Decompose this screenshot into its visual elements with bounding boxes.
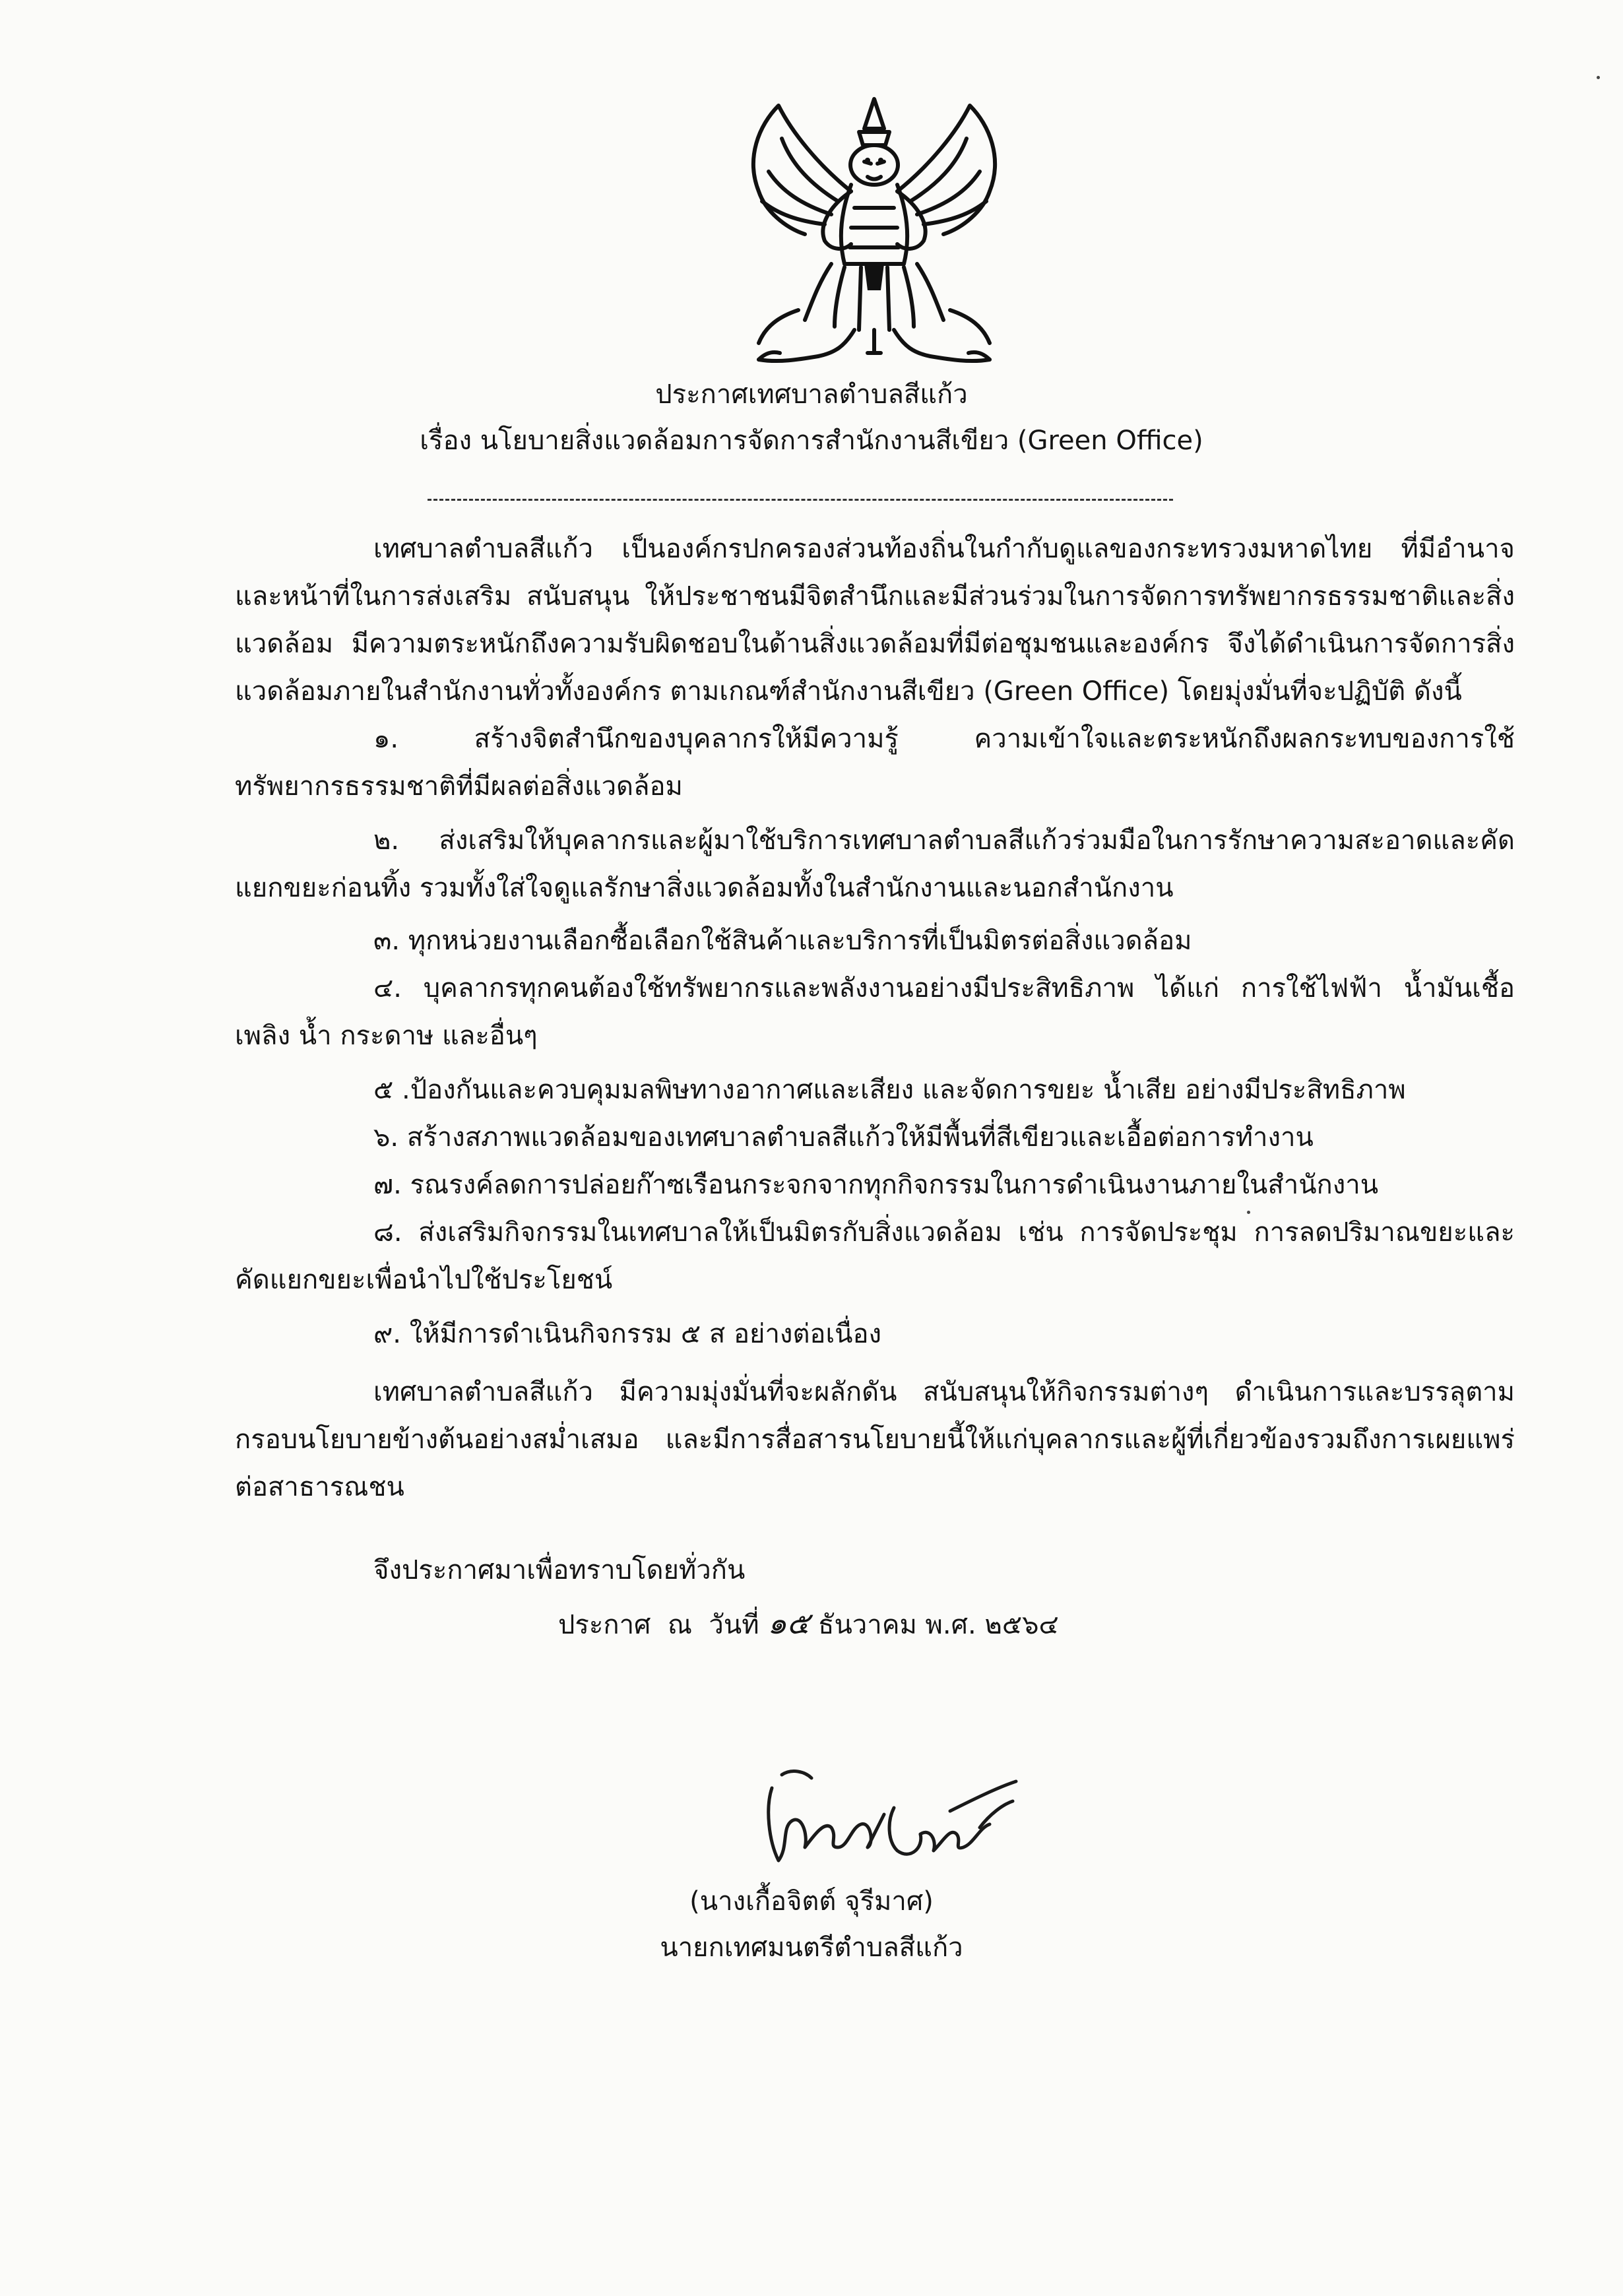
handwritten-day: ๑๕ bbox=[767, 1605, 810, 1641]
signer-name: (นางเกื้อจิตต์ จุรีมาศ) bbox=[689, 1886, 934, 1917]
policy-item-1: ๑. สร้างจิตสำนึกของบุคลากรให้มีความรู้ ความเข้าใจและตระหนักถึงผลกระทบของการใช้ทรัพยากรธรรมชาติที่มีผลต่อสิ่งแวดล้อม bbox=[235, 724, 1515, 802]
notification-line: จึงประกาศมาเพื่อทราบโดยทั่วกัน bbox=[373, 1555, 746, 1585]
handwritten-signature bbox=[752, 1748, 1029, 1880]
policy-item-7: ๗. รณรงค์ลดการปล่อยก๊าซเรือนกระจกจากทุกกิจกรรมในการดำเนินงานภายในสำนักงาน bbox=[373, 1170, 1379, 1200]
announcement-subject: เรื่อง นโยบายสิ่งแวดล้อมการจัดการสำนักงานสีเขียว (Green Office) bbox=[420, 426, 1203, 456]
policy-item-5: ๕ .ป้องกันและควบคุมมลพิษทางอากาศและเสียง และจัดการขยะ น้ำเสีย อย่างมีประสิทธิภาพ bbox=[373, 1075, 1406, 1105]
date-suffix: ธันวาคม พ.ศ. ๒๕๖๔ bbox=[810, 1610, 1059, 1640]
scan-speck bbox=[1247, 1211, 1250, 1214]
announcement-date bbox=[558, 1599, 1059, 1649]
policy-item-6: ๖. สร้างสภาพแวดล้อมของเทศบาลตำบลสีแก้วให้มีพื้นที่สีเขียวและเอื้อต่อการทำงาน bbox=[373, 1122, 1314, 1153]
garuda-emblem-icon bbox=[719, 92, 1029, 369]
policy-item-9: ๙. ให้มีการดำเนินกิจกรรม ๕ ส อย่างต่อเนื่อง bbox=[373, 1319, 882, 1349]
policy-item-4: ๔. บุคลากรทุกคนต้องใช้ทรัพยากรและพลังงานอย่างมีประสิทธิภาพ ได้แก่ การใช้ไฟฟ้า น้ำมันเชื้อเพลิง น้ำ กระดาษ และอื่นๆ bbox=[235, 973, 1515, 1051]
signer-position: นายกเทศมนตรีตำบลสีแก้ว bbox=[660, 1932, 963, 1963]
policy-item-3: ๓. ทุกหน่วยงานเลือกซื้อเลือกใช้สินค้าและบริการที่เป็นมิตรต่อสิ่งแวดล้อม bbox=[373, 926, 1192, 956]
intro-paragraph: เทศบาลตำบลสีแก้ว เป็นองค์กรปกครองส่วนท้องถิ่นในกำกับดูแลของกระทรวงมหาดไทย ที่มีอำนาจและหน้าที่ในการส่งเสริม สนับสนุน ให้ประชาชนมีจิตสำนึกและมีส่วนร่วมในการจัดการทรัพยากรธรรมชาติและสิ่งแวดล้อม มีความตระหนักถึงความรับผิดชอบในด้านสิ่งแวดล้อมที่มีต่อชุมชนและองค์กร จึงได้ดำเนินการจัดการสิ่งแวดล้อมภายในสำนักงานทั่วทั้งองค์กร ตามเกณฑ์สำนักงานสีเขียว (Green Office) โดยมุ่งมั่นที่จะปฏิบัติ ดังนี้ bbox=[235, 534, 1515, 707]
divider-line bbox=[428, 499, 1173, 501]
policy-item-8: ๘. ส่งเสริมกิจกรรมในเทศบาลให้เป็นมิตรกับสิ่งแวดล้อม เช่น การจัดประชุม การลดปริมาณขยะและคัดแยกขยะเพื่อนำไปใช้ประโยชน์ bbox=[235, 1217, 1515, 1295]
date-prefix: ประกาศ ณ วันที่ bbox=[558, 1610, 768, 1640]
announcement-title: ประกาศเทศบาลตำบลสีแก้ว bbox=[655, 379, 968, 410]
scan-speck bbox=[1597, 76, 1600, 79]
policy-item-2: ๒. ส่งเสริมให้บุคลากรและผู้มาใช้บริการเทศบาลตำบลสีแก้วร่วมมือในการรักษาความสะอาดและคัดแยกขยะก่อนทิ้ง รวมทั้งใส่ใจดูแลรักษาสิ่งแวดล้อมทั้งในสำนักงานและนอกสำนักงาน bbox=[235, 825, 1515, 903]
closing-paragraph: เทศบาลตำบลสีแก้ว มีความมุ่งมั่นที่จะผลักดัน สนับสนุนให้กิจกรรมต่างๆ ดำเนินการและบรรลุตามกรอบนโยบายข้างต้นอย่างสม่ำเสมอ และมีการสื่อสารนโยบายนี้ให้แก่บุคลากรและผู้ที่เกี่ยวข้องรวมถึงการเผยแพร่ต่อสาธารณชน bbox=[235, 1377, 1515, 1502]
